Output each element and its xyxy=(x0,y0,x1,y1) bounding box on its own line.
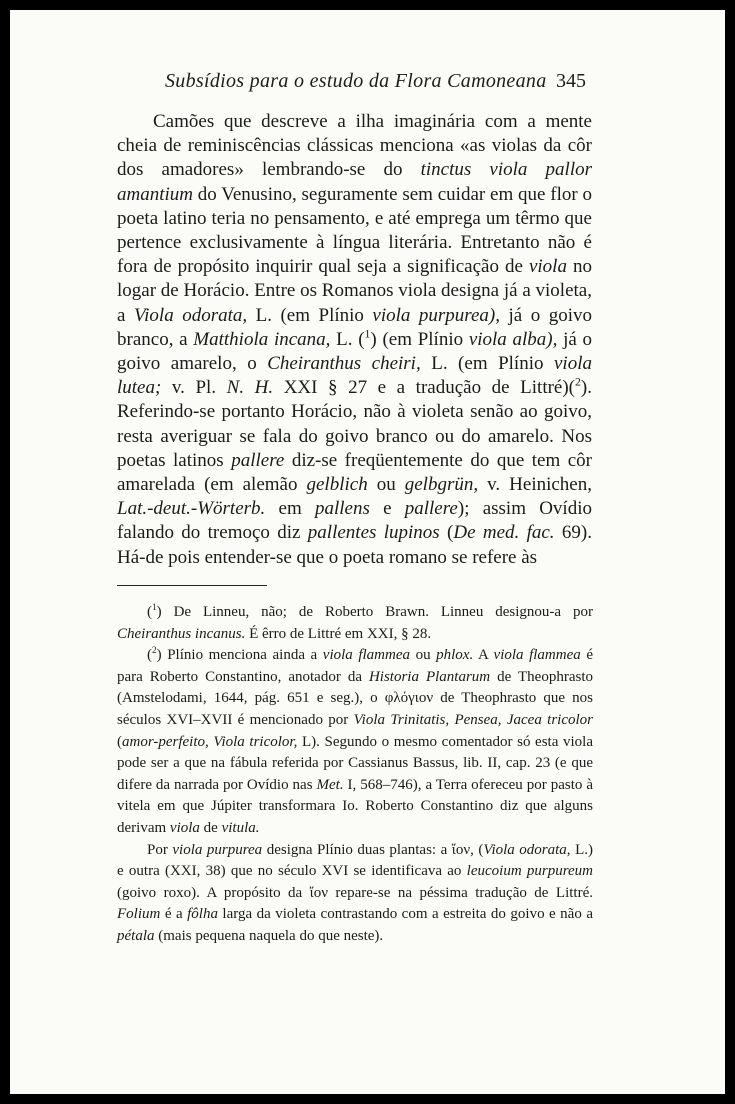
text-run: no logar de Horácio. Entre os Romanos viola designa já a violeta, a xyxy=(117,256,592,326)
species-name: Viola odorata, xyxy=(133,304,248,326)
footnote-1: ($^1$) De Linneu, não; de Roberto Brawn. Linneu designou-a por Cheiranthus incanus. É êrro de Littré em XXI, § 28. xyxy=(117,603,593,642)
text-run: ). Referindo-se portanto Horácio, não à violeta senão ao goivo, resta averiguar se fala do goivo branco ou do amarelo. Nos poetas latinos xyxy=(117,377,592,471)
footnote-ref: 1 xyxy=(364,327,371,341)
italic-term: pallere xyxy=(404,498,458,520)
footnote-divider xyxy=(117,585,267,586)
footnotes xyxy=(117,602,593,948)
text-run: L. ( xyxy=(330,328,365,350)
footnote-mark: 2 xyxy=(152,646,157,657)
running-title: Subsídios para o estudo da Flora Camoneana xyxy=(165,70,547,92)
text-run: ou xyxy=(367,474,405,496)
text-run: Camões que descreve a ilha imaginária com a mente cheia de reminiscências clássicas menciona «as violas da côr dos amadores» lembrando-se do xyxy=(117,111,592,181)
italic-term: pallens xyxy=(314,498,370,520)
footnote-2: ($^2$) Plínio menciona ainda a viola flammea ou phlox. A viola flammea é para Roberto Constantino, anotador da Historia Plantarum de Theophrasto (Amstelodami, 1644, pág. 651 e seg.), o φλόγιον de Theophrasto que nos séculos XVI–XVII é mencionado por Viola Trinitatis, Pensea, Jacea tricolor (amor-perfeito, Viola tricolor, L). Segundo o mesmo comentador só esta viola pode ser a que na fábula referida por Cassianus Bassus, lib. II, cap. 23 (e que difere da narrada por Ovídio nas Met. I, 568–746), a Terra ofereceu por pasto à vitela em que Júpiter transformara Io. Roberto Constantino diz que alguns derivam viola de vitula. xyxy=(117,646,593,836)
italic-term: pallere xyxy=(231,449,285,471)
species-name: Cheiranthus incanus. xyxy=(117,625,246,642)
italic-term: viola alba), xyxy=(468,328,558,350)
text-run: e xyxy=(369,498,405,520)
species-name: Matthiola incana, xyxy=(193,328,331,350)
text-run: ) (em Plínio xyxy=(370,328,469,350)
text-run: ); assim Ovídio falando do tremoço diz xyxy=(117,498,592,544)
species-name: Cheiranthus cheiri, xyxy=(267,353,421,375)
italic-term: viola xyxy=(528,256,567,278)
book-page xyxy=(10,10,725,1094)
main-text xyxy=(117,110,592,570)
text-run: 69). Há-de pois entender-se que o poeta romano se refere às xyxy=(117,522,592,568)
page-header xyxy=(10,70,725,100)
body-paragraph xyxy=(117,110,592,570)
text-run: em xyxy=(265,498,315,520)
footnote-ref: 2 xyxy=(575,375,581,389)
text-run: L. (em Plínio xyxy=(247,304,373,326)
italic-term: viola lutea; xyxy=(117,353,592,399)
text-run: já o goivo amarelo, o xyxy=(117,328,592,375)
citation: De med. fac. xyxy=(453,522,555,544)
citation: N. H. xyxy=(226,377,274,399)
latin-quote: pallentes lupinos xyxy=(307,522,440,544)
text-run: v. Pl. xyxy=(161,377,227,399)
italic-term: gelblich xyxy=(306,474,368,496)
text-run: XXI § 27 e a tradução de Littré)( xyxy=(273,377,576,399)
footnote-mark: 1 xyxy=(152,603,157,613)
text-run: ( xyxy=(439,522,454,544)
italic-term: viola purpurea), xyxy=(372,304,501,326)
footnote-2-continued: Por viola purpurea designa Plínio duas plantas: a ἴον, (Viola odorata, L.) e outra (XXI, 38) que no século XVI se identificava ao leucoium purpureum (goivo roxo). A propósito da ἴον repare-se na péssima tradução de Littré. Folium é a fôlha larga da violeta contrastando com a estreita do goivo e não a pétala (mais pequena naquela do que neste). xyxy=(117,841,594,944)
citation: Lat.-deut.-Wörterb. xyxy=(117,498,266,520)
text-run: do Venusino, seguramente sem cuidar em que flor o poeta latino teria no pensamento, e até emprega um têrmo que pertence exclusivamente à língua literária. Entretanto não é fora de propósito inquirir qual seja a significação de xyxy=(117,183,592,278)
text-run: L. (em Plínio xyxy=(420,353,554,375)
italic-term: gelbgrün, xyxy=(404,474,479,496)
text-run: v. Heinichen, xyxy=(478,474,592,496)
page-number: 345 xyxy=(556,70,586,92)
latin-quote: tinctus viola pallor amantium xyxy=(117,159,592,205)
text-run: diz-se freqüentemente do que tem côr amarelada (em alemão xyxy=(117,449,592,496)
text-run: já o goivo branco, a xyxy=(117,304,592,350)
